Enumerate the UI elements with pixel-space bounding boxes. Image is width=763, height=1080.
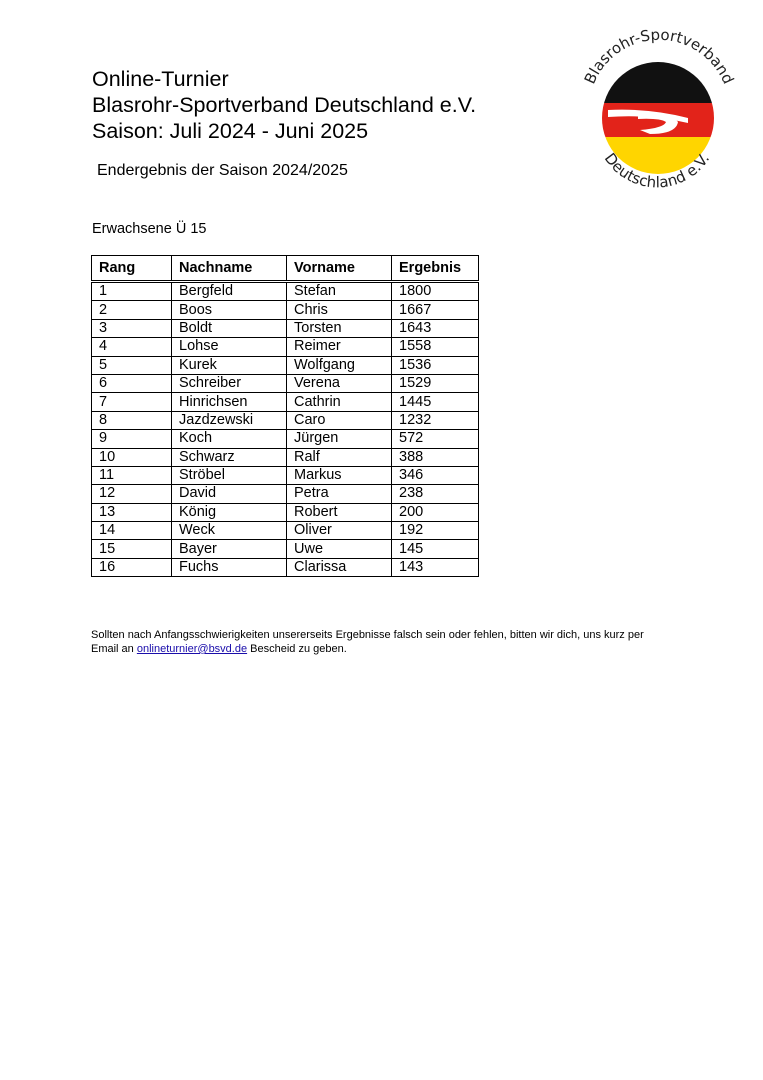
table-row	[92, 466, 479, 484]
cell-nachname: Hinrichsen	[172, 393, 287, 411]
table-row	[92, 485, 479, 503]
cell-rang: 3	[92, 319, 172, 337]
cell-nachname: Bergfeld	[172, 282, 287, 301]
title-line-2: Blasrohr-Sportverband Deutschland e.V.	[92, 93, 477, 117]
cell-vorname: Robert	[287, 503, 392, 521]
table-header-row	[92, 256, 479, 282]
cell-ergebnis: 346	[392, 466, 479, 484]
table-row	[92, 558, 479, 576]
cell-nachname: Boldt	[172, 319, 287, 337]
bsvd-logo	[580, 22, 740, 192]
cell-vorname: Chris	[287, 301, 392, 319]
footer-line-2	[91, 642, 711, 656]
logo-top-text: Blasrohr-Sportverband	[580, 25, 738, 87]
cell-vorname: Verena	[287, 374, 392, 392]
subtitle: Endergebnis der Saison 2024/2025	[97, 162, 348, 179]
cell-vorname: Cathrin	[287, 393, 392, 411]
results-table	[91, 255, 479, 577]
cell-vorname: Jürgen	[287, 430, 392, 448]
cell-vorname: Oliver	[287, 522, 392, 540]
cell-ergebnis: 572	[392, 430, 479, 448]
cell-rang: 7	[92, 393, 172, 411]
cell-ergebnis: 145	[392, 540, 479, 558]
cell-rang: 14	[92, 522, 172, 540]
cell-nachname: Boos	[172, 301, 287, 319]
table-row	[92, 319, 479, 337]
cell-ergebnis: 1643	[392, 319, 479, 337]
cell-ergebnis: 1536	[392, 356, 479, 374]
cell-rang: 6	[92, 374, 172, 392]
cell-rang: 1	[92, 282, 172, 301]
cell-nachname: Lohse	[172, 338, 287, 356]
header-ergebnis: Ergebnis	[392, 256, 479, 282]
cell-nachname: Bayer	[172, 540, 287, 558]
cell-vorname: Reimer	[287, 338, 392, 356]
cell-rang: 10	[92, 448, 172, 466]
table-row	[92, 503, 479, 521]
cell-nachname: David	[172, 485, 287, 503]
footer-note	[91, 628, 711, 656]
cell-nachname: Schwarz	[172, 448, 287, 466]
cell-ergebnis: 388	[392, 448, 479, 466]
footer-line-1: Sollten nach Anfangsschwierigkeiten unsererseits Ergebnisse falsch sein oder fehlen, bitten wir dich, uns kurz per	[91, 629, 644, 641]
cell-ergebnis: 192	[392, 522, 479, 540]
table-row	[92, 374, 479, 392]
cell-rang: 16	[92, 558, 172, 576]
cell-ergebnis: 1232	[392, 411, 479, 429]
cell-rang: 5	[92, 356, 172, 374]
table-row	[92, 448, 479, 466]
cell-vorname: Caro	[287, 411, 392, 429]
cell-vorname: Torsten	[287, 319, 392, 337]
table-row	[92, 282, 479, 301]
footer-prefix: Email an	[91, 643, 134, 655]
cell-nachname: König	[172, 503, 287, 521]
footer-suffix: Bescheid zu geben.	[250, 643, 347, 655]
cell-nachname: Schreiber	[172, 374, 287, 392]
table-row	[92, 338, 479, 356]
cell-nachname: Ströbel	[172, 466, 287, 484]
cell-ergebnis: 1445	[392, 393, 479, 411]
cell-nachname: Jazdzewski	[172, 411, 287, 429]
results-body	[92, 282, 479, 577]
cell-ergebnis: 238	[392, 485, 479, 503]
header-vorname: Vorname	[287, 256, 392, 282]
cell-vorname: Clarissa	[287, 558, 392, 576]
cell-rang: 8	[92, 411, 172, 429]
cell-rang: 12	[92, 485, 172, 503]
cell-ergebnis: 200	[392, 503, 479, 521]
table-row	[92, 356, 479, 374]
cell-vorname: Stefan	[287, 282, 392, 301]
cell-ergebnis: 1667	[392, 301, 479, 319]
table-row	[92, 393, 479, 411]
cell-nachname: Fuchs	[172, 558, 287, 576]
cell-vorname: Petra	[287, 485, 392, 503]
cell-rang: 9	[92, 430, 172, 448]
table-row	[92, 301, 479, 319]
table-row	[92, 411, 479, 429]
cell-vorname: Ralf	[287, 448, 392, 466]
table-row	[92, 430, 479, 448]
header-nachname: Nachname	[172, 256, 287, 282]
title-line-1: Online-Turnier	[92, 67, 229, 91]
title-line-3: Saison: Juli 2024 - Juni 2025	[92, 119, 369, 143]
logo-bottom-text: Deutschland e.V.	[600, 149, 714, 192]
cell-rang: 11	[92, 466, 172, 484]
cell-ergebnis: 143	[392, 558, 479, 576]
cell-ergebnis: 1800	[392, 282, 479, 301]
category-label: Erwachsene Ü 15	[92, 221, 207, 237]
email-link[interactable]: onlineturnier@bsvd.de	[136, 643, 248, 655]
cell-nachname: Kurek	[172, 356, 287, 374]
cell-rang: 4	[92, 338, 172, 356]
cell-vorname: Wolfgang	[287, 356, 392, 374]
cell-rang: 13	[92, 503, 172, 521]
cell-ergebnis: 1529	[392, 374, 479, 392]
table-row	[92, 540, 479, 558]
cell-vorname: Uwe	[287, 540, 392, 558]
document-title	[92, 66, 476, 144]
cell-nachname: Weck	[172, 522, 287, 540]
cell-vorname: Markus	[287, 466, 392, 484]
cell-nachname: Koch	[172, 430, 287, 448]
cell-rang: 15	[92, 540, 172, 558]
cell-ergebnis: 1558	[392, 338, 479, 356]
table-row	[92, 522, 479, 540]
header-rang: Rang	[92, 256, 172, 282]
cell-rang: 2	[92, 301, 172, 319]
